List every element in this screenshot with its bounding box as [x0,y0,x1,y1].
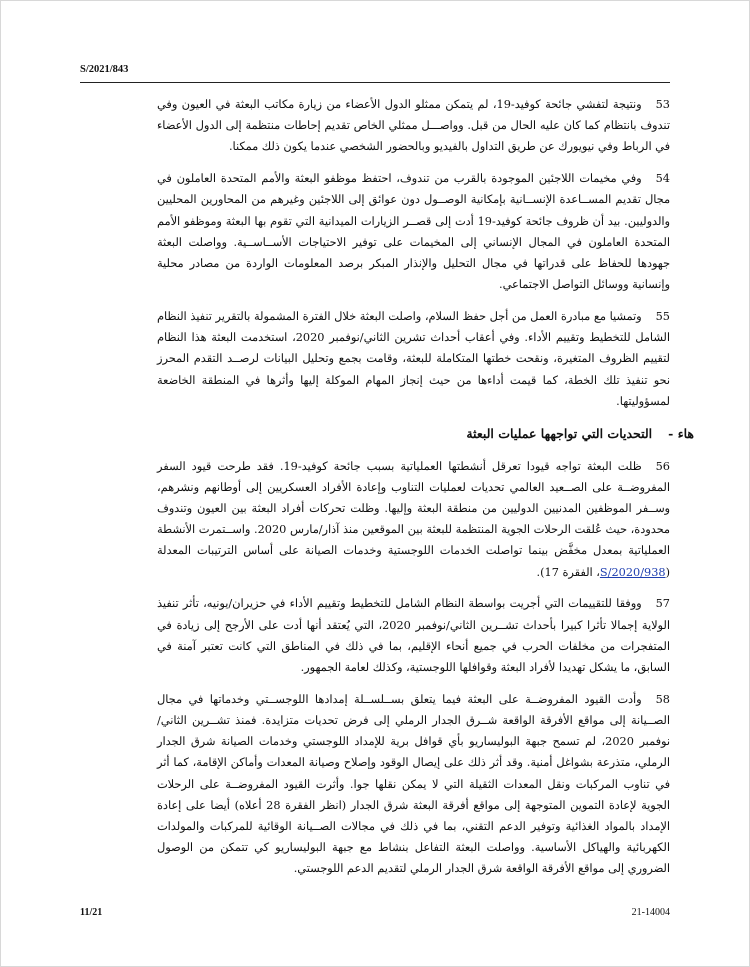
section-title: التحديات التي تواجهها عمليات البعثة [466,425,653,441]
job-number: 21-14004 [631,907,670,918]
document-symbol: S/2021/843 [80,64,129,75]
paragraph-text: ووفقا للتقييمات التي أجريت بواسطة النظام الشامل للتخطيط وتقييم الأداء في حزيران/يونيه، تأثر تنفيذ الولاية إجمالا تأثرا كبيرا بأحداث تشــرين الثاني/نوفمبر 2020، التي يُعتقد أنها أدت على الأرجح إلى زيادة في المتفجرات من مخلفات الحرب في جميع أنحاء الإقليم، بما في ذلك في المناطق التي كانت تعتبر آمنة في السابق، ما يشكل تهديدا لأفراد البعثة وقوافلها اللوجستية، وكذلك لعامة الجمهور. [157,597,670,675]
paragraph-text: ظلت البعثة تواجه قيودا تعرقل أنشطتها العملياتية بسبب جائحة كوفيد-19. فقد طرحت قيود السفر المفروضــة على الصــعيد العالمي تحديات لعمليات التناوب وإعادة الأفراد العسكريين إلى أوطانهم ونشرهم، وســفر الموظفين المدنيين الدوليين من منطقة البعثة وإليها. وظلت تحركات أفراد البعثة بين العيون وتندوف محدودة، حيث عُلقت الرحلات الجوية المنتظمة للبعثة بين الموقعين منذ آذار/مارس 2020. واســتمرت الأنشطة العملياتية بمعدل مخفَّض بينما تواصلت الخدمات اللوجستية وخدمات الصيانة على أساس الترتيبات المعدلة ( [157,459,670,579]
paragraph-54 [157,168,670,295]
paragraph-56 [157,456,670,583]
paragraph-text: وفي مخيمات اللاجئين الموجودة بالقرب من تندوف، احتفظ موظفو البعثة والأمم المتحدة العاملون في مجال تقديم المســاعدة الإنســانية بإمكانية الوصــول دون عوائق إلى اللاجئين وغيرهم من المحاورين المحليين والدوليين. بيد أن ظروف جائحة كوفيد-19 أدت إلى قصــر الزيارات الميدانية التي تقوم بها البعثة وموظفو الأمم المتحدة العاملون في المجال الإنساني إلى المخيمات على توفير الاحتياجات الأســاســية. وواصلت البعثة جهودها للحفاظ على قدراتها في مجال التحليل والإنذار المبكر برصد المعلومات الواردة من مصادر محلية وإنسانية ووسائل التواصل الاجتماعي. [157,172,670,292]
header-rule [80,82,670,83]
paragraph-53 [157,94,670,158]
paragraph-number: 55 [655,310,670,324]
paragraph-55 [157,306,670,412]
paragraph-58 [157,689,670,880]
paragraph-number: 57 [655,597,670,611]
paragraph-number: 56 [655,459,670,473]
document-link[interactable]: S/2020/938 [599,565,666,579]
page-number: 11/21 [80,907,103,918]
paragraph-text: وتمشيا مع مبادرة العمل من أجل حفظ السلام، واصلت البعثة خلال الفترة المشمولة بالتقرير تنفيذ النظام الشامل للتخطيط وتقييم الأداء. وفي أعقاب أحداث تشرين الثاني/نوفمبر 2020، استخدمت البعثة هذا النظام لتقييم الظروف المتغيرة، ونقحت خطتها المتكاملة للبعثة، وقامت بجمع وتحليل البيانات لرصــد التقدم المحرز نحو تنفيذ تلك الخطة، كما قيمت أداءها من حيث إنجاز المهام الموكلة إليها وأثرها في المنطقة الخاضعة لمسؤوليتها. [157,310,671,408]
document-body [157,94,694,890]
paragraph-number: 54 [655,172,670,186]
section-heading [157,423,694,445]
paragraph-text: وأدت القيود المفروضــة على البعثة فيما يتعلق بســلســلة إمدادها اللوجســتي وخدماتها في مجال الصــيانة إلى مواقع الأفرقة الواقعة شــرق الجدار الرملي إلى فرض تحديات متزايدة. فمنذ تشــرين الثاني/نوفمبر 2020، لم تسمح جبهة البوليساريو بأي قوافل برية للإمداد اللوجستي وخدمات الصيانة شرق الجدار الرملي، متذرعة بشواغل أمنية. وقد أثر ذلك على إيصال الوقود وإصلاح وصيانة المعدات وأماكن الإقامة، كما أثر في تناوب المركبات ونقل المعدات الثقيلة التي لا يمكن نقلها جوا. وأثرت القيود المفروضــة على الرحلات الجوية لإعادة التموين المتوجهة إلى مواقع أفرقة البعثة شرق الجدار (انظر الفقرة 28 أعلاه) أيضا على إعادة الإمداد بالمواد الغذائية وتوفير الدعم التقني، بما في ذلك في مجالات الصــيانة الوقائية للمركبات والمولدات الكهربائية والهياكل الأساسية. وواصلت البعثة التفاعل بنشاط مع جبهة البوليساريو كي تتمكن من الوصول الضروري إلى مواقع الأفرقة الواقعة شرق الجدار الرملي لتقديم الدعم اللوجستي. [157,692,670,876]
paragraph-number: 58 [655,692,670,706]
section-letter: هاء - [668,425,694,441]
paragraph-text: ونتيجة لتفشي جائحة كوفيد-19، لم يتمكن ممثلو الدول الأعضاء من زيارة مكاتب البعثة في العيون وفي تندوف بانتظام كما كان عليه الحال من قبل. وواصـــل ممثلي الخاص تقديم إحاطات منتظمة إلى الدول الأعضاء في الرباط وفي نيويورك عن طريق التداول بالفيديو وبالحضور الشخصي عندما يكون ذلك ممكنا. [157,98,670,154]
paragraph-number: 53 [655,98,670,111]
paragraph-text-end: ، الفقرة 17). [536,565,600,579]
paragraph-57 [157,593,670,678]
